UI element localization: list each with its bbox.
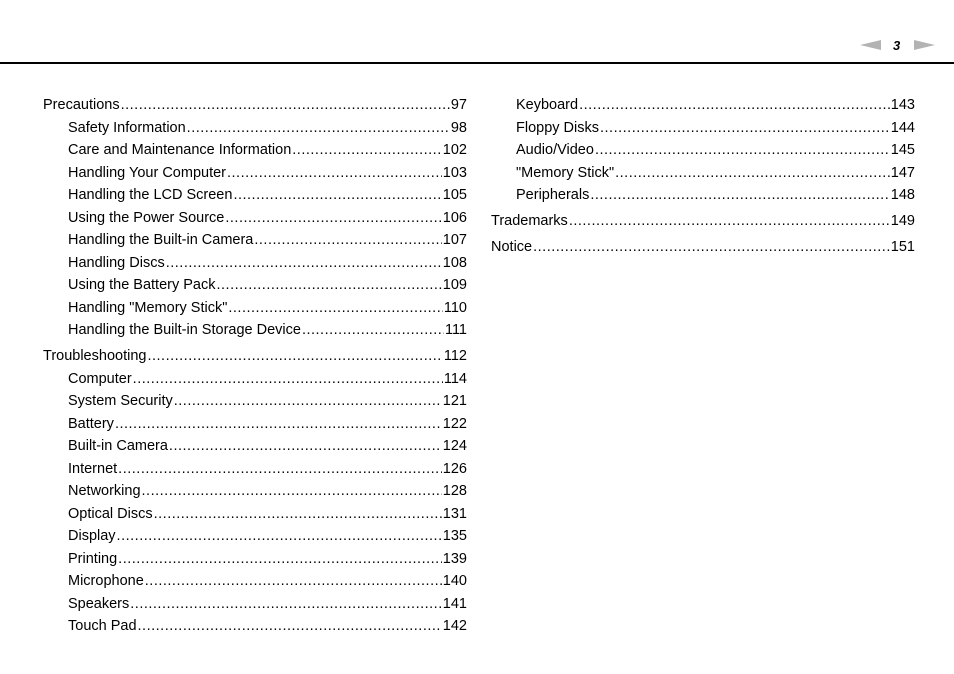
toc-entry-title: Handling the Built-in Camera <box>68 232 254 248</box>
toc-subsection-link[interactable] <box>43 435 467 458</box>
toc-row <box>43 345 467 367</box>
toc-entry-title: Handling the Built-in Storage Device <box>68 322 301 338</box>
toc-page-number: 121 <box>442 393 467 409</box>
toc-entry-title: Keyboard <box>516 97 579 113</box>
toc-entry-title: Precautions <box>43 97 120 113</box>
dot-leader <box>142 480 442 502</box>
toc-entry-title: Trademarks <box>491 213 568 229</box>
dot-leader <box>145 570 442 592</box>
dot-leader <box>533 236 890 258</box>
toc-row <box>43 390 467 412</box>
toc-entry-title: Display <box>68 528 116 544</box>
toc-row <box>43 319 467 341</box>
dot-leader <box>130 593 442 615</box>
toc-page-number: 148 <box>890 187 915 203</box>
toc-subsection-link[interactable] <box>491 162 915 185</box>
toc-row <box>43 615 467 637</box>
toc-row <box>43 368 467 390</box>
toc-subsection-link[interactable] <box>43 503 467 526</box>
toc-row <box>43 162 467 184</box>
toc-row <box>43 548 467 570</box>
toc-row <box>43 480 467 502</box>
toc-page-number: 105 <box>442 187 467 203</box>
toc-page-number: 107 <box>442 232 467 248</box>
page-header <box>0 0 954 64</box>
dot-leader <box>292 139 442 161</box>
toc-subsection-link[interactable] <box>43 319 467 342</box>
toc-entry-title: Optical Discs <box>68 505 153 522</box>
triangle-right-icon[interactable] <box>914 40 935 50</box>
toc-page-number: 143 <box>890 97 915 113</box>
toc-entry-title: Handling the LCD Screen <box>68 187 233 203</box>
toc-subsection-link[interactable] <box>491 94 915 117</box>
toc-subsection-link[interactable] <box>43 207 467 230</box>
dot-leader <box>187 117 450 139</box>
toc-subsection-link[interactable] <box>43 593 467 616</box>
toc-page-number: 142 <box>442 618 467 634</box>
toc-subsection-link[interactable] <box>43 184 467 207</box>
toc-entry-title: Notice <box>491 239 533 255</box>
toc-row <box>43 297 467 319</box>
toc-entry-title: Printing <box>68 550 118 567</box>
toc-page-number: 128 <box>442 483 467 499</box>
toc-entry-title: Using the Battery Pack <box>68 277 216 293</box>
toc-entry-title: Speakers <box>68 595 130 612</box>
toc-page-number: 122 <box>442 415 467 432</box>
toc-entry-title: "Memory Stick" <box>516 164 615 181</box>
page-navigation <box>860 37 935 53</box>
toc-page-number: 141 <box>442 595 467 612</box>
toc-entry-title: Computer <box>68 370 132 387</box>
dot-leader <box>118 548 442 570</box>
toc-row <box>491 117 915 139</box>
toc-page-number: 98 <box>450 119 467 136</box>
dot-leader <box>600 117 890 139</box>
dot-leader <box>118 458 442 480</box>
dot-leader <box>302 319 444 341</box>
toc-entry-title: System Security <box>68 393 173 409</box>
toc-column-right <box>491 94 915 259</box>
toc-entry-title: Care and Maintenance Information <box>68 142 292 158</box>
toc-entry-title: Handling Discs <box>68 254 165 271</box>
dot-leader <box>166 252 442 274</box>
dot-leader <box>590 184 889 206</box>
toc-row <box>43 525 467 547</box>
toc-row <box>43 252 467 274</box>
dot-leader <box>579 94 890 116</box>
dot-leader <box>217 274 442 296</box>
toc-row <box>43 229 467 251</box>
dot-leader <box>174 390 442 412</box>
dot-leader <box>615 162 890 184</box>
toc-entry-title: Using the Power Source <box>68 209 225 226</box>
toc-entry-title: Safety Information <box>68 119 186 136</box>
toc-subsection-link[interactable] <box>43 252 467 275</box>
toc-page-number: 114 <box>443 370 467 387</box>
toc-page-number: 149 <box>890 213 915 229</box>
toc-subsection-link[interactable] <box>43 297 467 320</box>
toc-row <box>43 593 467 615</box>
dot-leader <box>115 413 442 435</box>
toc-section-link[interactable] <box>43 345 467 368</box>
toc-page-number: 112 <box>443 348 467 364</box>
toc-row <box>491 162 915 184</box>
dot-leader <box>169 435 442 457</box>
toc-row <box>491 184 915 206</box>
toc-row <box>491 139 915 161</box>
toc-entry-title: Troubleshooting <box>43 348 147 364</box>
toc-page-number: 147 <box>890 164 915 181</box>
toc-subsection-link[interactable] <box>491 117 915 140</box>
toc-page-number: 131 <box>442 505 467 522</box>
triangle-left-icon[interactable] <box>860 40 881 50</box>
page-number: 3 <box>893 37 901 53</box>
toc-subsection-link[interactable] <box>43 117 467 140</box>
toc-row <box>491 236 915 258</box>
toc-page-number: 144 <box>890 119 915 136</box>
toc-subsection-link[interactable] <box>491 139 915 162</box>
toc-page-number: 106 <box>442 209 467 226</box>
toc-page-number: 110 <box>443 299 467 316</box>
dot-leader <box>254 229 441 251</box>
dot-leader <box>138 615 442 637</box>
toc-entry-title: Handling "Memory Stick" <box>68 299 228 316</box>
toc-page-number: 151 <box>890 239 915 255</box>
toc-subsection-link[interactable] <box>43 615 467 638</box>
toc-entry-title: Networking <box>68 483 141 499</box>
toc-subsection-link[interactable] <box>43 139 467 162</box>
toc-subsection-link[interactable] <box>43 162 467 185</box>
toc-section-link[interactable] <box>43 94 467 117</box>
toc-entry-title: Audio/Video <box>516 142 594 158</box>
toc-page-number: 139 <box>442 550 467 567</box>
dot-leader <box>117 525 442 547</box>
toc-row <box>43 274 467 296</box>
toc-page-number: 145 <box>890 142 915 158</box>
dot-leader <box>227 162 442 184</box>
toc-row <box>43 94 467 116</box>
toc-page-number: 140 <box>442 573 467 589</box>
dot-leader <box>225 207 441 229</box>
toc-column-left <box>43 94 467 638</box>
dot-leader <box>569 210 890 232</box>
toc-subsection-link[interactable] <box>491 184 915 207</box>
toc-row <box>43 435 467 457</box>
toc-subsection-link[interactable] <box>43 570 467 593</box>
toc-subsection-link[interactable] <box>43 229 467 252</box>
toc-subsection-link[interactable] <box>43 274 467 297</box>
dot-leader <box>233 184 441 206</box>
toc-page-number: 135 <box>442 528 467 544</box>
toc-section-link[interactable] <box>491 210 915 233</box>
header-divider <box>0 62 954 64</box>
toc-entry-title: Battery <box>68 415 114 432</box>
dot-leader <box>147 345 442 367</box>
toc-section-link[interactable] <box>491 236 915 259</box>
toc-row <box>43 458 467 480</box>
toc-page-number: 111 <box>444 322 467 338</box>
toc-entry-title: Built-in Camera <box>68 438 168 454</box>
toc-entry-title: Handling Your Computer <box>68 164 226 181</box>
toc-row <box>43 139 467 161</box>
toc-row <box>43 413 467 435</box>
toc-entry-title: Internet <box>68 460 118 477</box>
toc-subsection-link[interactable] <box>43 390 467 413</box>
toc-row <box>43 503 467 525</box>
toc-subsection-link[interactable] <box>43 525 467 548</box>
toc-row <box>43 207 467 229</box>
toc-row <box>43 570 467 592</box>
toc-subsection-link[interactable] <box>43 480 467 503</box>
toc-entry-title: Floppy Disks <box>516 119 599 136</box>
toc-subsection-link[interactable] <box>43 548 467 571</box>
dot-leader <box>228 297 443 319</box>
toc-page-number: 97 <box>450 97 467 113</box>
toc-subsection-link[interactable] <box>43 458 467 481</box>
toc-subsection-link[interactable] <box>43 413 467 436</box>
dot-leader <box>133 368 443 390</box>
toc-page-number: 109 <box>442 277 467 293</box>
toc-page-number: 108 <box>442 254 467 271</box>
toc-subsection-link[interactable] <box>43 368 467 391</box>
toc-row <box>43 117 467 139</box>
dot-leader <box>121 94 450 116</box>
dot-leader <box>595 139 890 161</box>
toc-page-number: 102 <box>442 142 467 158</box>
toc-row <box>491 94 915 116</box>
toc-entry-title: Touch Pad <box>68 618 137 634</box>
toc-page-number: 126 <box>442 460 467 477</box>
toc-entry-title: Microphone <box>68 573 144 589</box>
toc-page-number: 103 <box>442 164 467 181</box>
toc-page-number: 124 <box>442 438 467 454</box>
toc-row <box>491 210 915 232</box>
dot-leader <box>154 503 442 525</box>
toc-row <box>43 184 467 206</box>
toc-entry-title: Peripherals <box>516 187 590 203</box>
